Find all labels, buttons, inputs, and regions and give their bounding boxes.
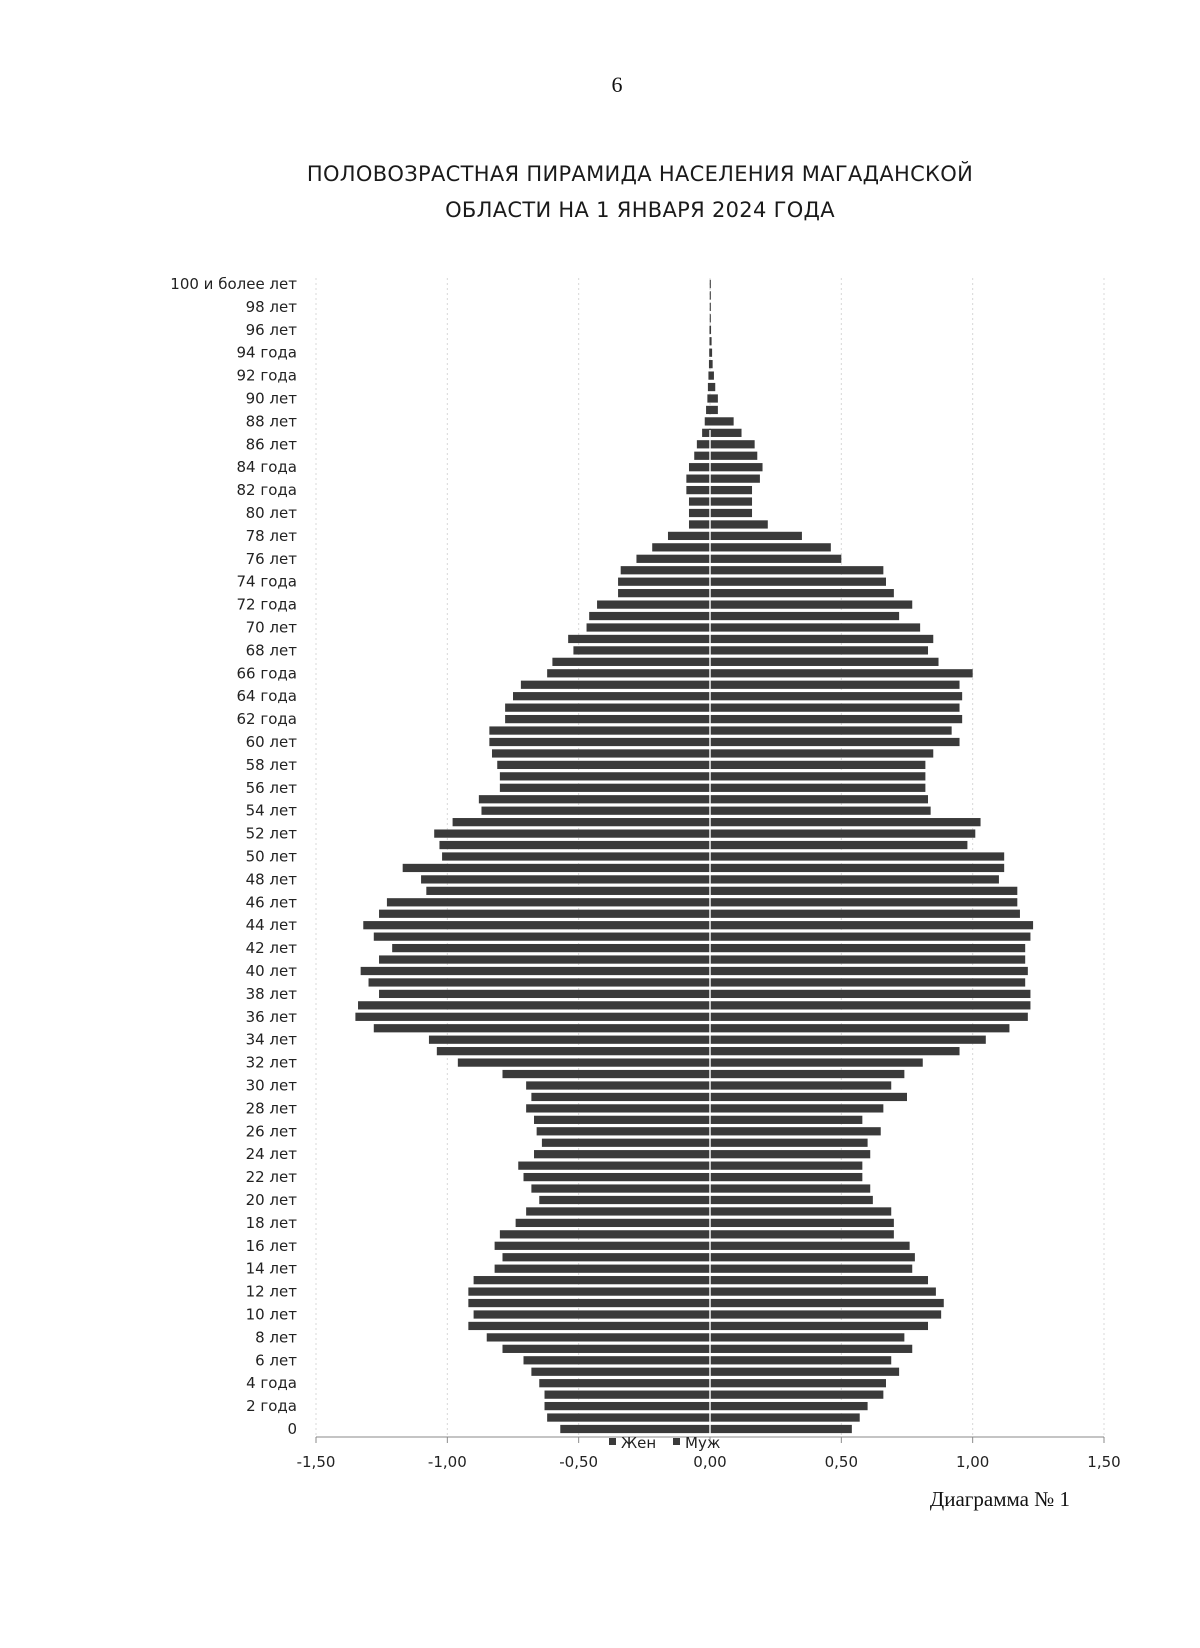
bar-female-age-94 <box>709 349 710 357</box>
bar-female-age-2 <box>545 1402 710 1410</box>
bar-female-age-24 <box>534 1150 710 1158</box>
bar-female-age-80 <box>689 509 710 517</box>
bar-female-age-9 <box>468 1322 710 1330</box>
bar-female-age-0 <box>560 1425 710 1433</box>
bar-male-age-57 <box>710 772 925 780</box>
bar-male-age-54 <box>710 807 931 815</box>
y-tick-label: 0 <box>287 1420 297 1438</box>
y-tick-label: 6 лет <box>255 1351 297 1370</box>
bar-male-age-45 <box>710 910 1020 918</box>
bar-female-age-83 <box>686 475 710 483</box>
bar-female-age-43 <box>374 933 710 941</box>
bar-male-age-49 <box>710 864 1004 872</box>
bar-male-age-61 <box>710 726 952 734</box>
bar-male-age-1 <box>710 1413 860 1421</box>
bar-female-age-86 <box>697 440 710 448</box>
y-tick-label: 60 лет <box>245 733 297 751</box>
bar-female-age-5 <box>531 1368 710 1376</box>
y-tick-label: 50 лет <box>245 847 297 866</box>
bar-male-age-56 <box>710 784 925 792</box>
bar-male-age-11 <box>710 1299 944 1307</box>
bar-male-age-75 <box>710 566 883 574</box>
bar-male-age-42 <box>710 944 1025 952</box>
bar-male-age-64 <box>710 692 962 700</box>
x-tick-label: -1,00 <box>427 1453 467 1471</box>
bar-male-age-26 <box>710 1127 881 1135</box>
bar-female-age-27 <box>534 1116 710 1124</box>
bar-male-age-90 <box>710 394 718 402</box>
bar-male-age-51 <box>710 841 967 849</box>
legend-label-1: Муж <box>685 1434 721 1452</box>
bar-female-age-8 <box>487 1333 710 1341</box>
bar-female-age-78 <box>668 532 710 540</box>
y-tick-label: 16 лет <box>245 1236 297 1255</box>
bar-female-age-20 <box>539 1196 710 1204</box>
bar-female-age-25 <box>542 1139 710 1147</box>
bar-female-age-85 <box>694 452 710 460</box>
bar-male-age-73 <box>710 589 894 597</box>
bar-male-age-99 <box>710 291 711 299</box>
bar-male-age-97 <box>710 314 711 322</box>
bar-male-age-15 <box>710 1253 915 1261</box>
bars <box>355 280 1033 1435</box>
y-tick-label: 76 лет <box>245 549 297 568</box>
bar-female-age-92 <box>708 371 710 379</box>
bar-female-age-65 <box>521 681 710 689</box>
bar-male-age-86 <box>710 440 755 448</box>
bar-female-age-29 <box>531 1093 710 1101</box>
bar-male-age-82 <box>710 486 752 494</box>
bar-male-age-20 <box>710 1196 873 1204</box>
bar-female-age-59 <box>492 749 710 757</box>
bar-female-age-60 <box>489 738 710 746</box>
bar-male-age-13 <box>710 1276 928 1284</box>
y-tick-label: 40 лет <box>245 962 297 980</box>
bar-male-age-48 <box>710 875 999 883</box>
bar-female-age-34 <box>429 1036 710 1044</box>
bar-male-age-17 <box>710 1230 894 1238</box>
bar-male-age-33 <box>710 1047 960 1055</box>
bar-female-age-6 <box>524 1356 710 1364</box>
y-tick-label: 2 года <box>246 1397 297 1416</box>
bar-male-age-16 <box>710 1242 910 1250</box>
x-tick-label: 1,00 <box>955 1453 990 1471</box>
bar-male-age-19 <box>710 1207 891 1215</box>
bar-female-age-70 <box>587 623 710 631</box>
bar-male-age-68 <box>710 646 928 654</box>
x-tick-label: -0,50 <box>559 1453 599 1471</box>
bar-female-age-17 <box>500 1230 710 1238</box>
bar-female-age-57 <box>500 772 710 780</box>
bar-male-age-98 <box>710 303 711 311</box>
bar-male-age-93 <box>710 360 713 368</box>
y-tick-label: 38 лет <box>245 984 297 1003</box>
bar-male-age-72 <box>710 600 912 608</box>
bar-female-age-3 <box>545 1391 710 1399</box>
bar-female-age-36 <box>355 1013 710 1021</box>
bar-female-age-82 <box>686 486 710 494</box>
y-tick-label: 18 лет <box>245 1213 297 1232</box>
bar-male-age-40 <box>710 967 1028 975</box>
x-tick-label: 1,50 <box>1087 1453 1121 1471</box>
bar-female-age-39 <box>369 978 710 986</box>
bar-male-age-18 <box>710 1219 894 1227</box>
y-tick-label: 92 года <box>236 366 297 385</box>
bar-female-age-35 <box>374 1024 710 1032</box>
bar-male-age-70 <box>710 623 920 631</box>
y-tick-label: 52 лет <box>245 824 297 843</box>
bar-female-age-63 <box>505 704 710 712</box>
bar-male-age-79 <box>710 520 768 528</box>
bar-female-age-49 <box>403 864 710 872</box>
bar-female-age-28 <box>526 1104 710 1112</box>
y-tick-label: 34 лет <box>245 1030 297 1049</box>
bar-male-age-60 <box>710 738 960 746</box>
bar-female-age-84 <box>689 463 710 471</box>
page-number: 6 <box>611 72 623 97</box>
bar-female-age-69 <box>568 635 710 643</box>
bar-female-age-76 <box>636 555 710 563</box>
bar-male-age-52 <box>710 829 975 837</box>
bar-female-age-51 <box>439 841 710 849</box>
y-tick-label: 84 года <box>236 458 297 477</box>
y-tick-label: 96 лет <box>245 320 297 339</box>
bar-male-age-7 <box>710 1345 912 1353</box>
bar-male-age-85 <box>710 452 757 460</box>
bar-female-age-4 <box>539 1379 710 1387</box>
bar-male-age-31 <box>710 1070 904 1078</box>
bar-male-age-36 <box>710 1013 1028 1021</box>
x-tick-label: 0,50 <box>824 1453 859 1471</box>
bar-female-age-67 <box>552 658 710 666</box>
bar-male-age-9 <box>710 1322 928 1330</box>
bar-female-age-16 <box>495 1242 710 1250</box>
bar-female-age-30 <box>526 1081 710 1089</box>
y-tick-label: 74 года <box>236 572 297 591</box>
bar-female-age-55 <box>479 795 710 803</box>
bar-female-age-37 <box>358 1001 710 1009</box>
bar-male-age-2 <box>710 1402 868 1410</box>
bar-female-age-81 <box>689 497 710 505</box>
diagram-caption: Диаграмма № 1 <box>929 1487 1070 1511</box>
bar-female-age-71 <box>589 612 710 620</box>
bar-female-age-50 <box>442 852 710 860</box>
bar-female-age-47 <box>426 887 710 895</box>
bar-male-age-47 <box>710 887 1017 895</box>
y-tick-label: 12 лет <box>245 1282 297 1301</box>
bar-male-age-35 <box>710 1024 1009 1032</box>
bar-male-age-28 <box>710 1104 883 1112</box>
bar-female-age-73 <box>618 589 710 597</box>
y-tick-label: 58 лет <box>245 755 297 774</box>
bar-male-age-6 <box>710 1356 891 1364</box>
bar-male-age-8 <box>710 1333 904 1341</box>
bar-female-age-61 <box>489 726 710 734</box>
bar-male-age-3 <box>710 1391 883 1399</box>
bar-male-age-96 <box>710 326 711 334</box>
bar-female-age-46 <box>387 898 710 906</box>
y-tick-label: 64 года <box>236 687 297 706</box>
bar-male-age-77 <box>710 543 831 551</box>
y-tick-label: 46 лет <box>245 893 297 912</box>
bar-male-age-71 <box>710 612 899 620</box>
bar-male-age-80 <box>710 509 752 517</box>
bar-female-age-45 <box>379 910 710 918</box>
bar-male-age-21 <box>710 1184 870 1192</box>
bar-female-age-15 <box>502 1253 710 1261</box>
bar-male-age-0 <box>710 1425 852 1433</box>
bar-female-age-58 <box>497 761 710 769</box>
bar-female-age-89 <box>706 406 710 414</box>
bar-female-age-62 <box>505 715 710 723</box>
bar-male-age-32 <box>710 1058 923 1066</box>
y-tick-label: 82 года <box>236 481 297 500</box>
chart-title-line-1: ПОЛОВОЗРАСТНАЯ ПИРАМИДА НАСЕЛЕНИЯ МАГАДАНСКОЙ <box>306 162 974 186</box>
y-tick-label: 42 лет <box>245 939 297 958</box>
bar-female-age-66 <box>547 669 710 677</box>
bar-male-age-34 <box>710 1036 986 1044</box>
y-tick-label: 4 года <box>246 1374 297 1393</box>
bar-female-age-79 <box>689 520 710 528</box>
bar-male-age-44 <box>710 921 1033 929</box>
x-tick-label: 0,00 <box>693 1453 727 1471</box>
bar-male-age-65 <box>710 681 960 689</box>
y-tick-label: 56 лет <box>245 778 297 797</box>
bar-female-age-48 <box>421 875 710 883</box>
bar-female-age-72 <box>597 600 710 608</box>
bar-male-age-74 <box>710 578 886 586</box>
bar-male-age-38 <box>710 990 1030 998</box>
bar-female-age-12 <box>468 1287 710 1295</box>
bar-male-age-37 <box>710 1001 1030 1009</box>
y-tick-label: 8 лет <box>255 1328 297 1347</box>
bar-female-age-44 <box>363 921 710 929</box>
y-tick-label: 100 и более лет <box>170 275 297 293</box>
bar-female-age-32 <box>458 1058 710 1066</box>
bar-female-age-1 <box>547 1413 710 1421</box>
y-tick-label: 86 лет <box>245 435 297 454</box>
bar-male-age-53 <box>710 818 981 826</box>
bar-female-age-90 <box>707 394 710 402</box>
bar-male-age-84 <box>710 463 763 471</box>
bar-male-age-22 <box>710 1173 862 1181</box>
bar-female-age-31 <box>502 1070 710 1078</box>
bar-female-age-68 <box>573 646 710 654</box>
bar-female-age-87 <box>702 429 710 437</box>
bar-male-age-39 <box>710 978 1025 986</box>
bar-male-age-63 <box>710 704 960 712</box>
bar-female-age-19 <box>526 1207 710 1215</box>
bar-female-age-75 <box>621 566 710 574</box>
y-tick-label: 90 лет <box>245 389 297 408</box>
bar-female-age-77 <box>652 543 710 551</box>
bar-female-age-91 <box>708 383 710 391</box>
bar-female-age-10 <box>474 1310 710 1318</box>
y-tick-label: 68 лет <box>245 641 297 660</box>
y-tick-label: 80 лет <box>245 504 297 522</box>
y-tick-label: 28 лет <box>245 1099 297 1118</box>
y-tick-label: 66 года <box>236 664 297 683</box>
y-tick-label: 94 года <box>236 343 297 362</box>
bar-female-age-26 <box>537 1127 710 1135</box>
bar-male-age-50 <box>710 852 1004 860</box>
y-tick-label: 98 лет <box>245 297 297 316</box>
bar-female-age-23 <box>518 1162 710 1170</box>
bar-female-age-41 <box>379 955 710 963</box>
bar-male-age-4 <box>710 1379 886 1387</box>
legend-swatch-1 <box>673 1438 680 1445</box>
legend-label-0: Жен <box>621 1434 657 1452</box>
bar-female-age-13 <box>474 1276 710 1284</box>
y-tick-label: 88 лет <box>245 412 297 431</box>
bar-female-age-74 <box>618 578 710 586</box>
bar-female-age-93 <box>709 360 710 368</box>
bar-female-age-21 <box>531 1184 710 1192</box>
bar-male-age-78 <box>710 532 802 540</box>
bar-male-age-12 <box>710 1287 936 1295</box>
bar-male-age-30 <box>710 1081 891 1089</box>
y-tick-label: 10 лет <box>245 1305 297 1324</box>
bar-male-age-46 <box>710 898 1017 906</box>
chart-title-line-2: ОБЛАСТИ НА 1 ЯНВАРЯ 2024 ГОДА <box>445 198 835 222</box>
bar-male-age-81 <box>710 497 752 505</box>
bar-female-age-42 <box>392 944 710 952</box>
bar-male-age-27 <box>710 1116 862 1124</box>
legend-swatch-0 <box>609 1438 616 1445</box>
bar-male-age-23 <box>710 1162 862 1170</box>
bar-male-age-58 <box>710 761 925 769</box>
bar-female-age-14 <box>495 1265 710 1273</box>
bar-male-age-67 <box>710 658 939 666</box>
bar-male-age-10 <box>710 1310 941 1318</box>
bar-male-age-94 <box>710 349 712 357</box>
bar-male-age-76 <box>710 555 841 563</box>
bar-female-age-52 <box>434 829 710 837</box>
bar-female-age-53 <box>453 818 710 826</box>
y-tick-label: 20 лет <box>245 1191 297 1209</box>
y-tick-label: 30 лет <box>245 1076 297 1095</box>
y-tick-label: 70 лет <box>245 618 297 637</box>
x-tick-label: -1,50 <box>296 1453 336 1471</box>
y-tick-label: 22 лет <box>245 1168 297 1187</box>
y-tick-label: 26 лет <box>245 1122 297 1141</box>
bar-male-age-95 <box>710 337 712 345</box>
bar-male-age-24 <box>710 1150 870 1158</box>
y-tick-label: 54 лет <box>245 801 297 820</box>
y-axis-labels <box>170 275 297 1438</box>
bar-male-age-88 <box>710 417 734 425</box>
y-tick-label: 72 года <box>236 595 297 614</box>
y-tick-label: 62 года <box>236 710 297 729</box>
bar-male-age-100 <box>710 280 711 288</box>
bar-female-age-18 <box>516 1219 710 1227</box>
bar-male-age-41 <box>710 955 1025 963</box>
bar-male-age-87 <box>710 429 742 437</box>
y-tick-label: 36 лет <box>245 1007 297 1026</box>
bar-male-age-91 <box>710 383 715 391</box>
bar-male-age-29 <box>710 1093 907 1101</box>
bar-male-age-5 <box>710 1368 899 1376</box>
bar-male-age-55 <box>710 795 928 803</box>
bar-female-age-54 <box>481 807 710 815</box>
bar-female-age-56 <box>500 784 710 792</box>
bar-male-age-14 <box>710 1265 912 1273</box>
bar-female-age-33 <box>437 1047 710 1055</box>
bar-male-age-43 <box>710 933 1030 941</box>
bar-female-age-64 <box>513 692 710 700</box>
bar-female-age-40 <box>361 967 710 975</box>
bar-female-age-11 <box>468 1299 710 1307</box>
bar-female-age-22 <box>524 1173 710 1181</box>
y-tick-label: 32 лет <box>245 1053 297 1072</box>
bar-male-age-25 <box>710 1139 868 1147</box>
bar-male-age-92 <box>710 371 714 379</box>
y-tick-label: 78 лет <box>245 526 297 545</box>
bar-female-age-88 <box>705 417 710 425</box>
bar-female-age-7 <box>502 1345 710 1353</box>
bar-male-age-66 <box>710 669 973 677</box>
bar-female-age-38 <box>379 990 710 998</box>
y-tick-label: 24 лет <box>245 1145 297 1164</box>
bar-male-age-62 <box>710 715 962 723</box>
bar-male-age-69 <box>710 635 933 643</box>
bar-male-age-89 <box>710 406 718 414</box>
bar-male-age-83 <box>710 475 760 483</box>
y-tick-label: 14 лет <box>245 1259 297 1278</box>
y-tick-label: 48 лет <box>245 870 297 889</box>
bar-male-age-59 <box>710 749 933 757</box>
y-tick-label: 44 лет <box>245 916 297 935</box>
